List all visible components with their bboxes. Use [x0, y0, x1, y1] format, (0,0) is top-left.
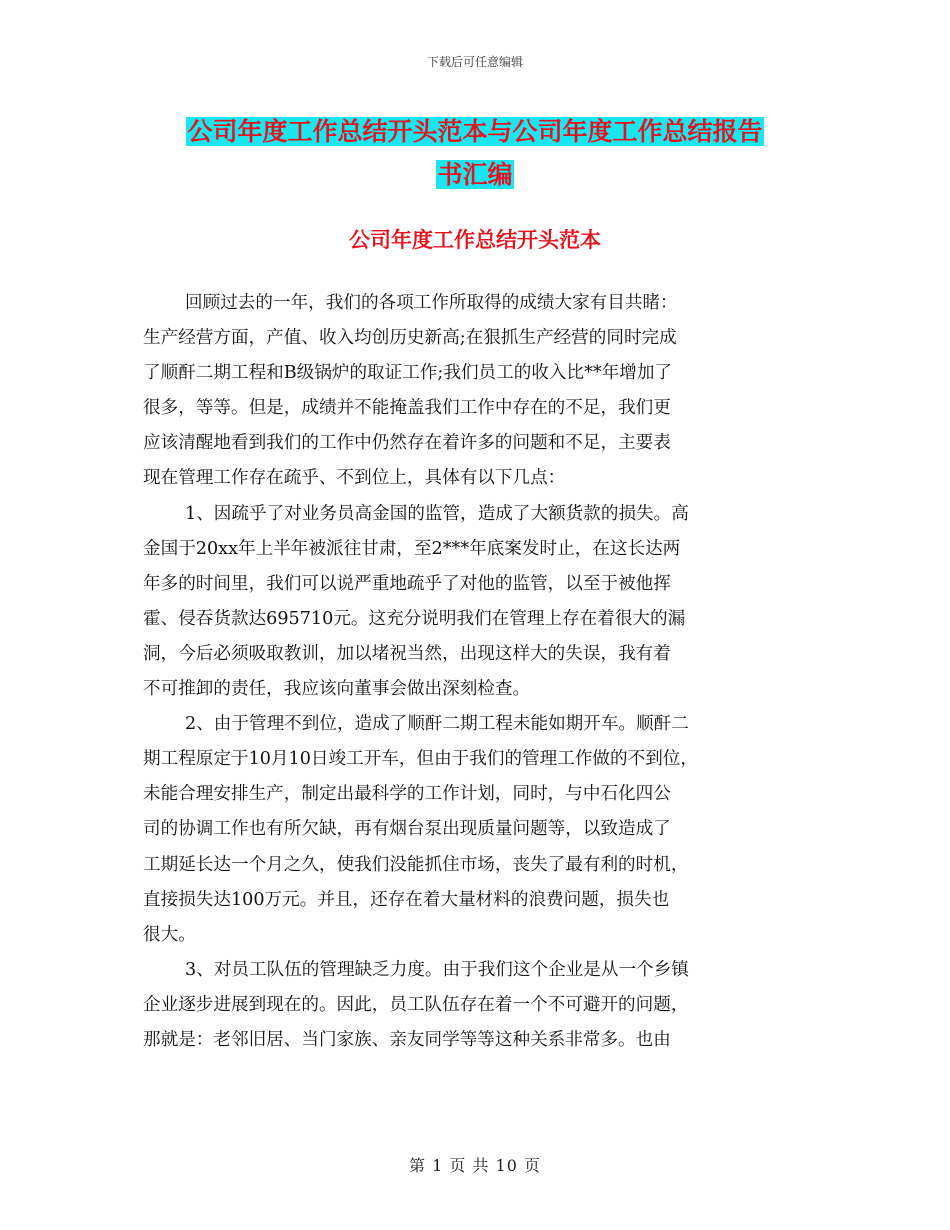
- paragraph-line: 1、因疏乎了对业务员高金国的监管，造成了大额货款的损失。高: [185, 503, 689, 524]
- page-footer: 第 1 页 共 10 页: [409, 1156, 541, 1175]
- paragraph-line: 洞，今后必须吸取教训，加以堵祝当然，出现这样大的失误，我有着: [143, 643, 671, 664]
- header-note: 下载后可任意编辑: [426, 55, 523, 69]
- paragraph-line: 那就是：老邻旧居、当门家族、亲友同学等等这种关系非常多。也由: [143, 1029, 671, 1050]
- paragraph-line: 未能合理安排生产，制定出最科学的工作计划，同时，与中石化四公: [143, 784, 671, 805]
- section-title: 公司年度工作总结开头范本: [349, 228, 601, 252]
- paragraph-4: [143, 953, 823, 1058]
- paragraph-line: 2、由于管理不到位，造成了顺酐二期工程未能如期开车。顺酐二: [185, 714, 689, 735]
- paragraph-3: [143, 707, 823, 953]
- paragraph-1: [143, 286, 823, 497]
- paragraph-line: 期工程原定于10月10日竣工开车，但由于我们的管理工作做的不到位，: [143, 749, 698, 770]
- paragraph-line: 企业逐步进展到现在的。因此，员工队伍存在着一个不可避开的问题，: [143, 994, 689, 1015]
- paragraph-line: 现在管理工作存在疏乎、不到位上，具体有以下几点：: [143, 468, 566, 489]
- paragraph-line: 金国于20xx年上半年被派往甘肃，至2***年底案发时止，在这长达两: [143, 538, 681, 559]
- document-title-line-1: [0, 108, 950, 156]
- paragraph-line: 很大。: [143, 924, 196, 945]
- paragraph-line: 3、对员工队伍的管理缺乏力度。由于我们这个企业是从一个乡镇: [185, 959, 689, 980]
- document-title-text-2: 书汇编: [437, 160, 513, 189]
- document-title-line-2: [0, 151, 950, 199]
- paragraph-line: 霍、侵吞货款达695710元。这充分说明我们在管理上存在着很大的漏: [143, 608, 686, 629]
- paragraph-line: 回顾过去的一年，我们的各项工作所取得的成绩大家有目共睹：: [185, 293, 678, 313]
- paragraph-line: 应该清醒地看到我们的工作中仍然存在着许多的问题和不足，主要表: [143, 433, 671, 454]
- paragraph-line: 直接损失达100万元。并且，还存在着大量材料的浪费问题，损失也: [143, 889, 670, 910]
- paragraph-line: 工期延长达一个月之久，使我们没能抓住市场，丧失了最有利的时机，: [143, 854, 689, 875]
- paragraph-line: 很多，等等。但是，成绩并不能掩盖我们工作中存在的不足，我们更: [143, 398, 671, 419]
- paragraph-2: [143, 497, 823, 708]
- document-title-text-1: 公司年度工作总结开头范本与公司年度工作总结报告: [187, 117, 763, 146]
- paragraph-line: 司的协调工作也有所欠缺，再有烟台泵出现质量问题等，以致造成了: [143, 819, 671, 840]
- paragraph-line: 年多的时间里，我们可以说严重地疏乎了对他的监管，以至于被他挥: [143, 573, 671, 594]
- paragraph-line: 生产经营方面，产值、收入均创历史新高;在狠抓生产经营的同时完成: [143, 328, 677, 349]
- paragraph-line: 了顺酐二期工程和B级锅炉的取证工作;我们员工的收入比**年增加了: [143, 363, 673, 384]
- document-body: [143, 286, 823, 1058]
- paragraph-line: 不可推卸的责任，我应该向董事会做出深刻检查。: [143, 679, 531, 700]
